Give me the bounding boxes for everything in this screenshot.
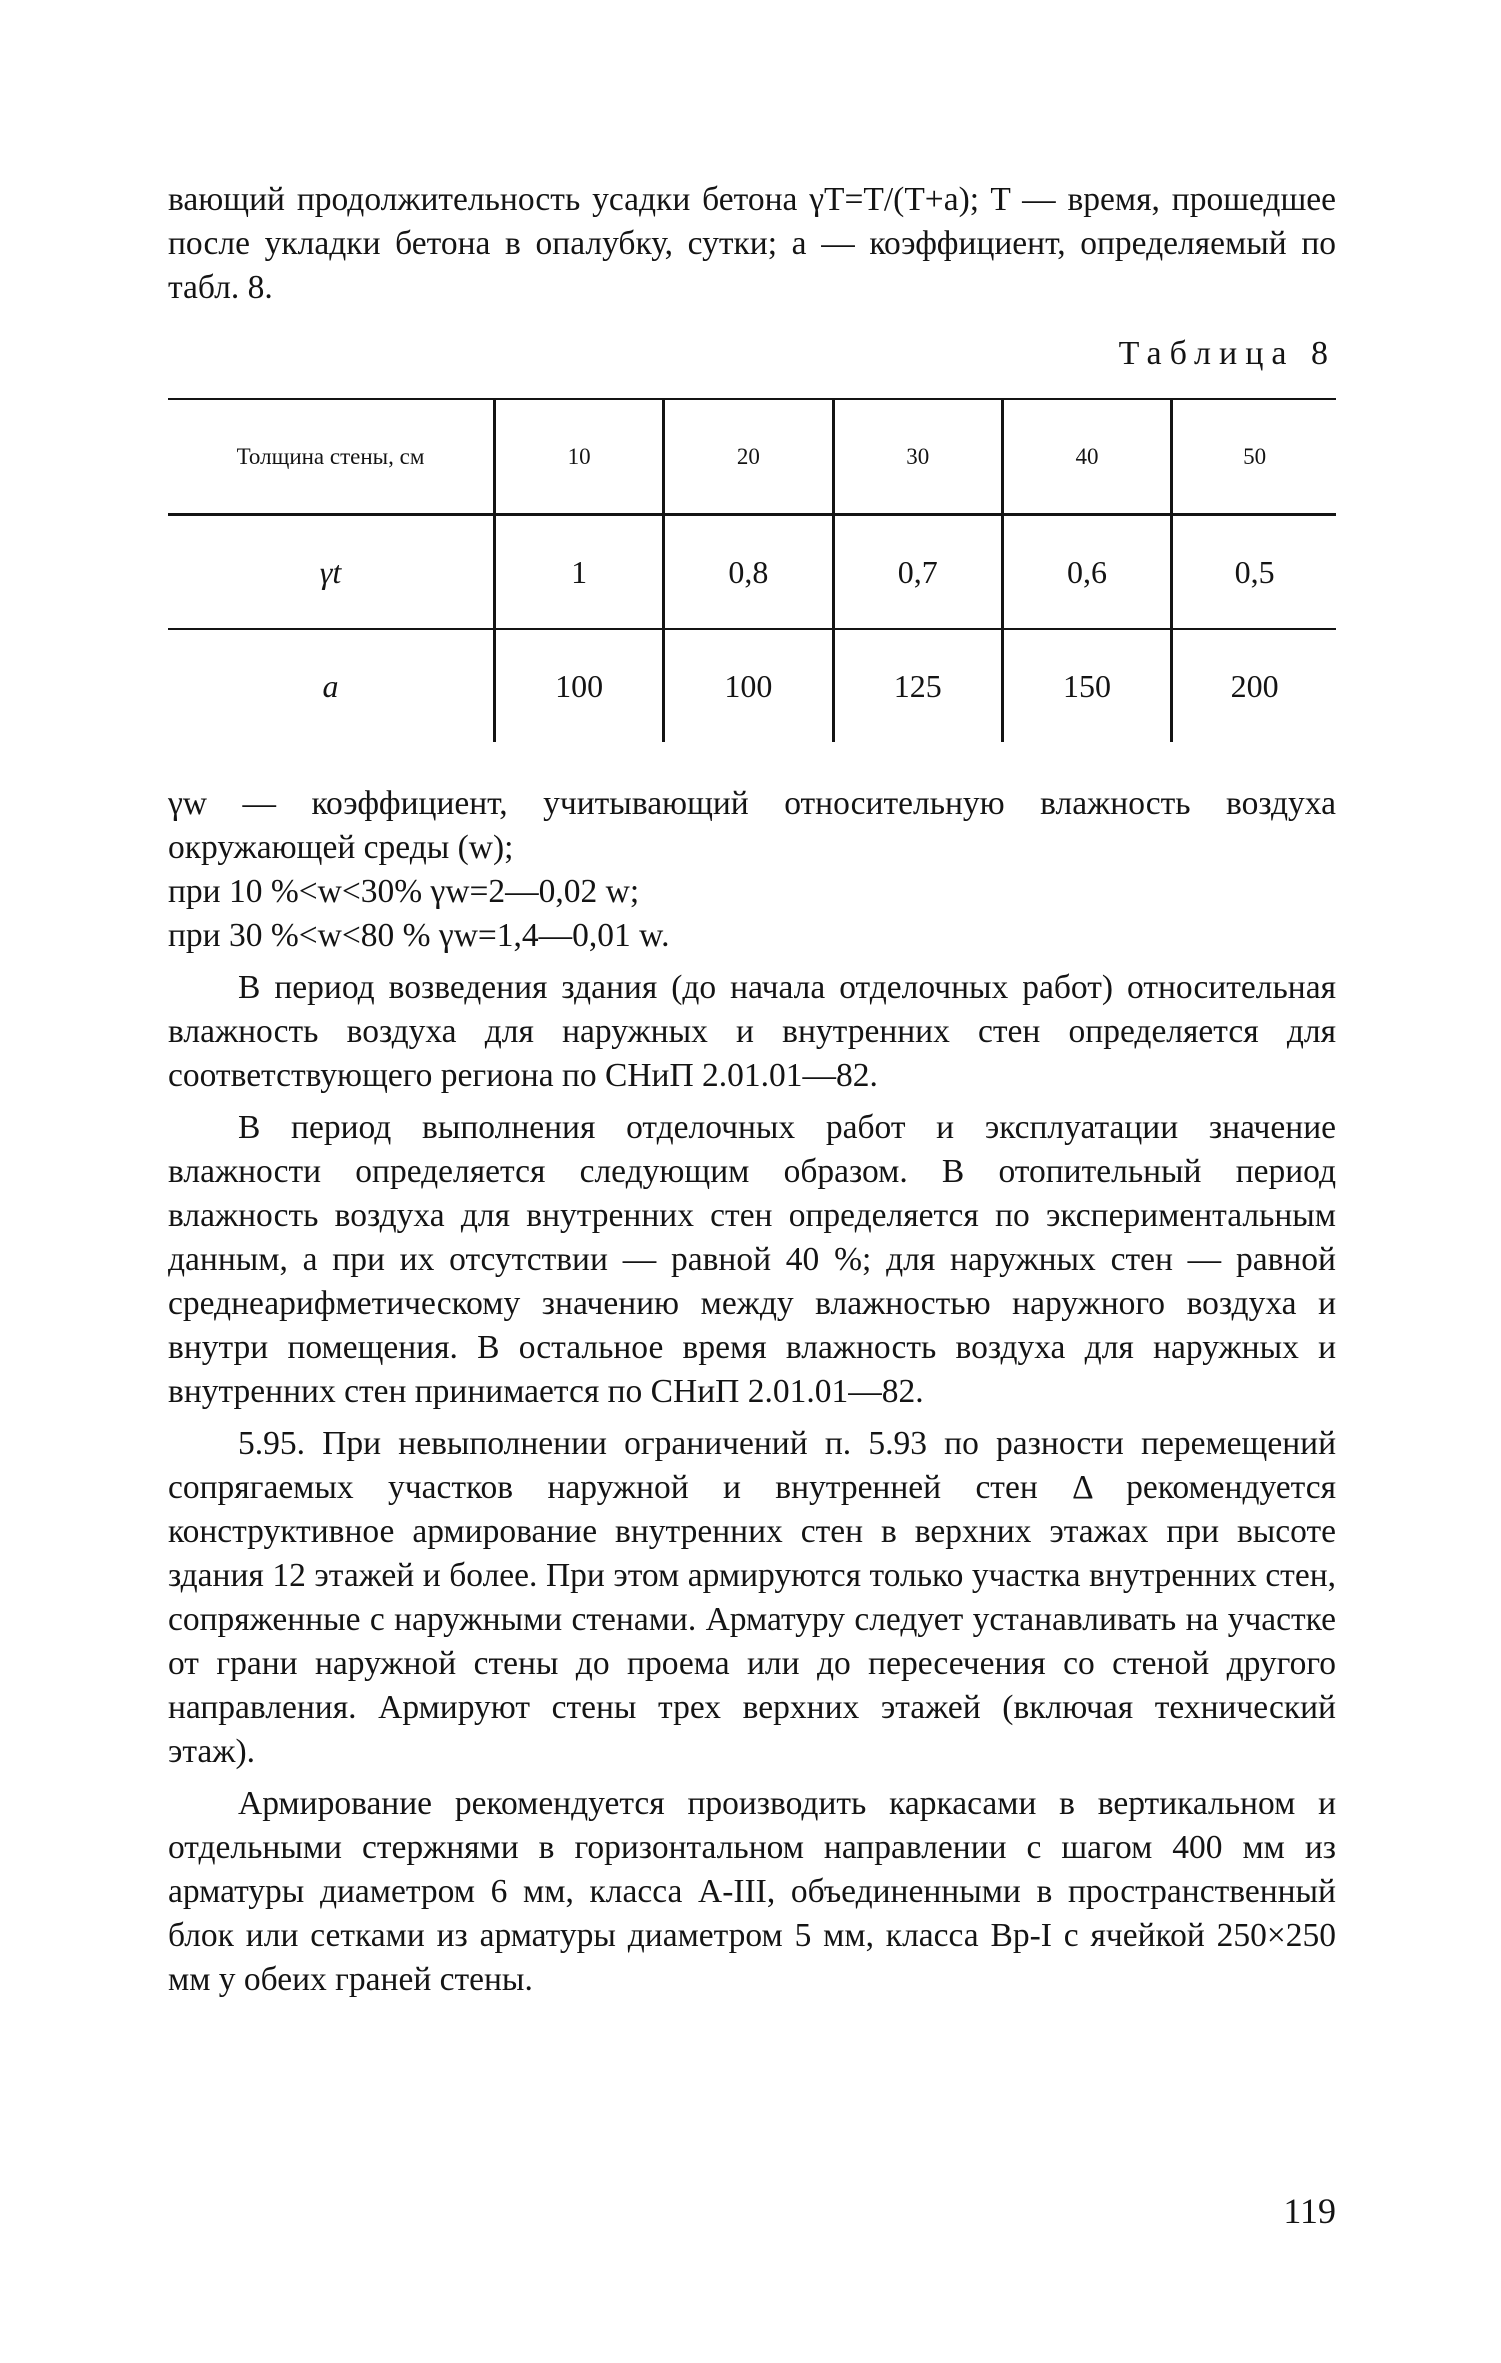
gamma-w-definition: γw — коэффициент, учитывающий относительную влажность воздуха окружающей среды (w);: [168, 785, 1336, 866]
table-cell: 125: [833, 629, 1002, 742]
paragraph-finishing-period: В период выполнения отделочных работ и эксплуатации значение влажности определяется следующим образом. В отопительный период влажность воздуха для внутренних стен определяется по экспериментальным данным, а при их отсутствии — равной 40 %; для наружных стен — равной среднеарифметическому значению между влажностью наружного воздуха и внутри помещения. В остальное время влажность воздуха для наружных и внутренних стен принимается по СНиП 2.01.01—82.: [168, 1109, 1336, 1410]
intro-paragraph: вающий продолжительность усадки бетона γT=T/(T+a); T — время, прошедшее после укладки бетона в опалубку, сутки; a — коэффициент, определяемый по табл. 8.: [168, 181, 1336, 306]
table-cell: 200: [1172, 629, 1336, 742]
table-header-cell: 10: [495, 399, 664, 515]
table-caption: Таблица 8: [1118, 335, 1336, 372]
paragraph-construction-period: В период возведения здания (до начала отделочных работ) относительная влажность воздуха для наружных и внутренних стен определяется для соответствующего региона по СНиП 2.01.01—82.: [168, 969, 1336, 1094]
table-cell: 0,7: [833, 515, 1002, 630]
paragraph-5-95: 5.95. При невыполнении ограничений п. 5.93 по разности перемещений сопрягаемых участков наружной и внутренней стен Δ рекомендуется конструктивное армирование внутренних стен в верхних этажах при высоте здания 12 этажей и более. При этом армируются только участка внутренних стен, сопряженные с наружными стенами. Арматуру следует устанавливать на участке от грани наружной стены до проема или до пересечения со стеной другого направления. Армируют стены трех верхних этажей (включая технический этаж).: [168, 1425, 1336, 1770]
page-number: 119: [1283, 2191, 1336, 2231]
table-cell: 0,5: [1172, 515, 1336, 630]
table-row-label: a: [322, 667, 339, 704]
formula-high-humidity: при 30 %<w<80 % γw=1,4—0,01 w.: [168, 917, 670, 954]
table-cell: 0,8: [664, 515, 833, 630]
table-header-cell: 50: [1172, 399, 1336, 515]
table-cell: 100: [495, 629, 664, 742]
table-header-label: Толщина стены, см: [168, 399, 495, 515]
table-cell: 100: [664, 629, 833, 742]
table-header-row: [168, 399, 1336, 515]
table-cell: 150: [1002, 629, 1171, 742]
paragraph-reinforcement: Армирование рекомендуется производить каркасами в вертикальном и отдельными стержнями в горизонтальном направлении с шагом 400 мм из арматуры диаметром 6 мм, класса А-III, объединенными в пространственный блок или сетками из арматуры диаметром 5 мм, класса Вр-I с ячейкой 250×250 мм у обеих граней стены.: [168, 1785, 1336, 1998]
table-header-cell: 20: [664, 399, 833, 515]
table-cell: 1: [495, 515, 664, 630]
table-header-cell: 30: [833, 399, 1002, 515]
table-header-cell: 40: [1002, 399, 1171, 515]
table-8: [168, 398, 1336, 742]
table-row-gamma-t: [168, 515, 1336, 630]
table-row-a: [168, 629, 1336, 742]
document-page: [168, 178, 1336, 2002]
table-row-label: γt: [168, 515, 495, 630]
formula-low-humidity: при 10 %<w<30% γw=2—0,02 w;: [168, 873, 640, 910]
table-cell: 0,6: [1002, 515, 1171, 630]
